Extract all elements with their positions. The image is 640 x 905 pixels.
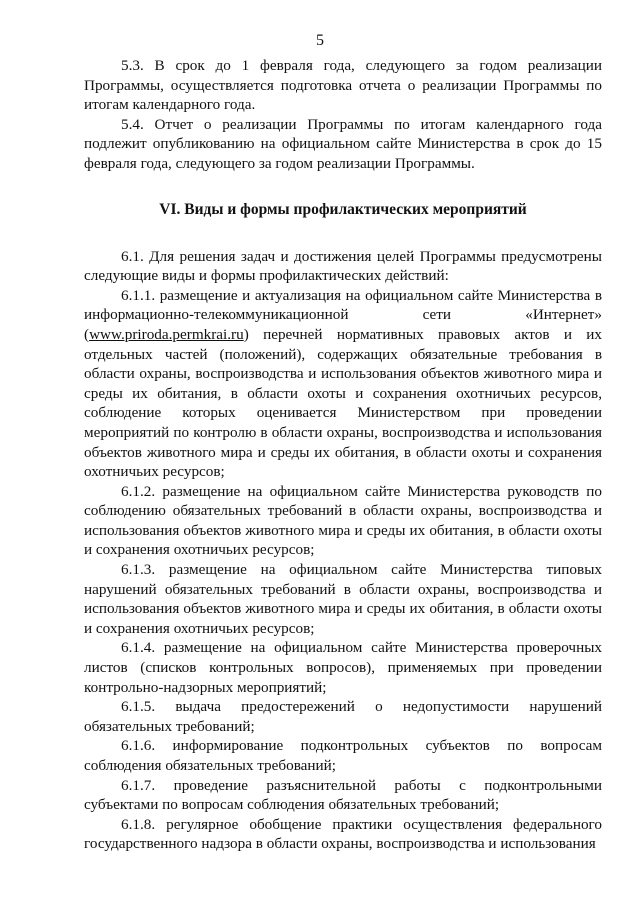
paragraph-6-1-1 — [84, 286, 602, 482]
page-number: 5 — [316, 32, 324, 49]
paragraph-5-3: 5.3. В срок до 1 февраля года, следующего за годом реализации Программы, осуществляется подготовка отчета о реализации Программы по итогам календарного года. — [84, 57, 602, 114]
paragraph-6-1-5: 6.1.5. выдача предостережений о недопустимости нарушений обязательных требований; — [84, 698, 602, 735]
section-heading: VI. Виды и формы профилактических мероприятий — [159, 200, 527, 218]
paragraph-6-1-2: 6.1.2. размещение на официальном сайте Министерства руководств по соблюдению обязательных требований в области охраны, воспроизводства и использования объектов животного мира и среды их обитания, в области охоты и сохранения охотничьих ресурсов; — [84, 482, 602, 559]
paragraph-6-1-6: 6.1.6. информирование подконтрольных субъектов по вопросам соблюдения обязательных требований; — [84, 737, 602, 774]
paragraph-6-1-1-text-start: 6.1.1. размещение и актуализация на официальном сайте Министерства в информационно-телекоммуникационной сети «Интернет» ( — [84, 286, 602, 343]
paragraph-5-4: 5.4. Отчет о реализации Программы по итогам календарного года подлежит опубликованию на официальном сайте Министерства в срок до 15 февраля года, следующего за годом реализации Программы. — [84, 115, 602, 172]
paragraph-6-1-1-text-end: ) перечней нормативных правовых актов и их отдельных частей (положений), содержащих обязательные требования в области охраны, воспроизводства и использования объектов животного мира и среды их обитания, в области охоты и сохранения охотничьих ресурсов, соблюдение которых оценивается Министерством при проведении мероприятий по контролю в области охраны, воспроизводства и использования объектов животного мира и среды их обитания, в области охоты и сохранения охотничьих ресурсов; — [84, 325, 602, 481]
paragraph-6-1: 6.1. Для решения задач и достижения целей Программы предусмотрены следующие виды и формы профилактических действий: — [84, 247, 602, 285]
paragraph-6-1-8: 6.1.8. регулярное обобщение практики осуществления федерального государственного надзора в области охраны, воспроизводства и использования — [84, 815, 602, 853]
document-body — [84, 56, 602, 854]
paragraph-6-1-7: 6.1.7. проведение разъяснительной работы с подконтрольными субъектами по вопросам соблюдения обязательных требований; — [84, 776, 602, 814]
website-link[interactable]: www.priroda.permkrai.ru — [89, 325, 244, 343]
paragraph-6-1-3: 6.1.3. размещение на официальном сайте Министерства типовых нарушений обязательных требований в области охраны, воспроизводства и использования объектов животного мира и среды их обитания, в области охоты и сохранения охотничьих ресурсов; — [84, 561, 602, 637]
paragraph-6-1-4: 6.1.4. размещение на официальном сайте Министерства проверочных листов (списков контрольных вопросов), применяемых при проведении контрольно-надзорных мероприятий; — [84, 639, 602, 696]
